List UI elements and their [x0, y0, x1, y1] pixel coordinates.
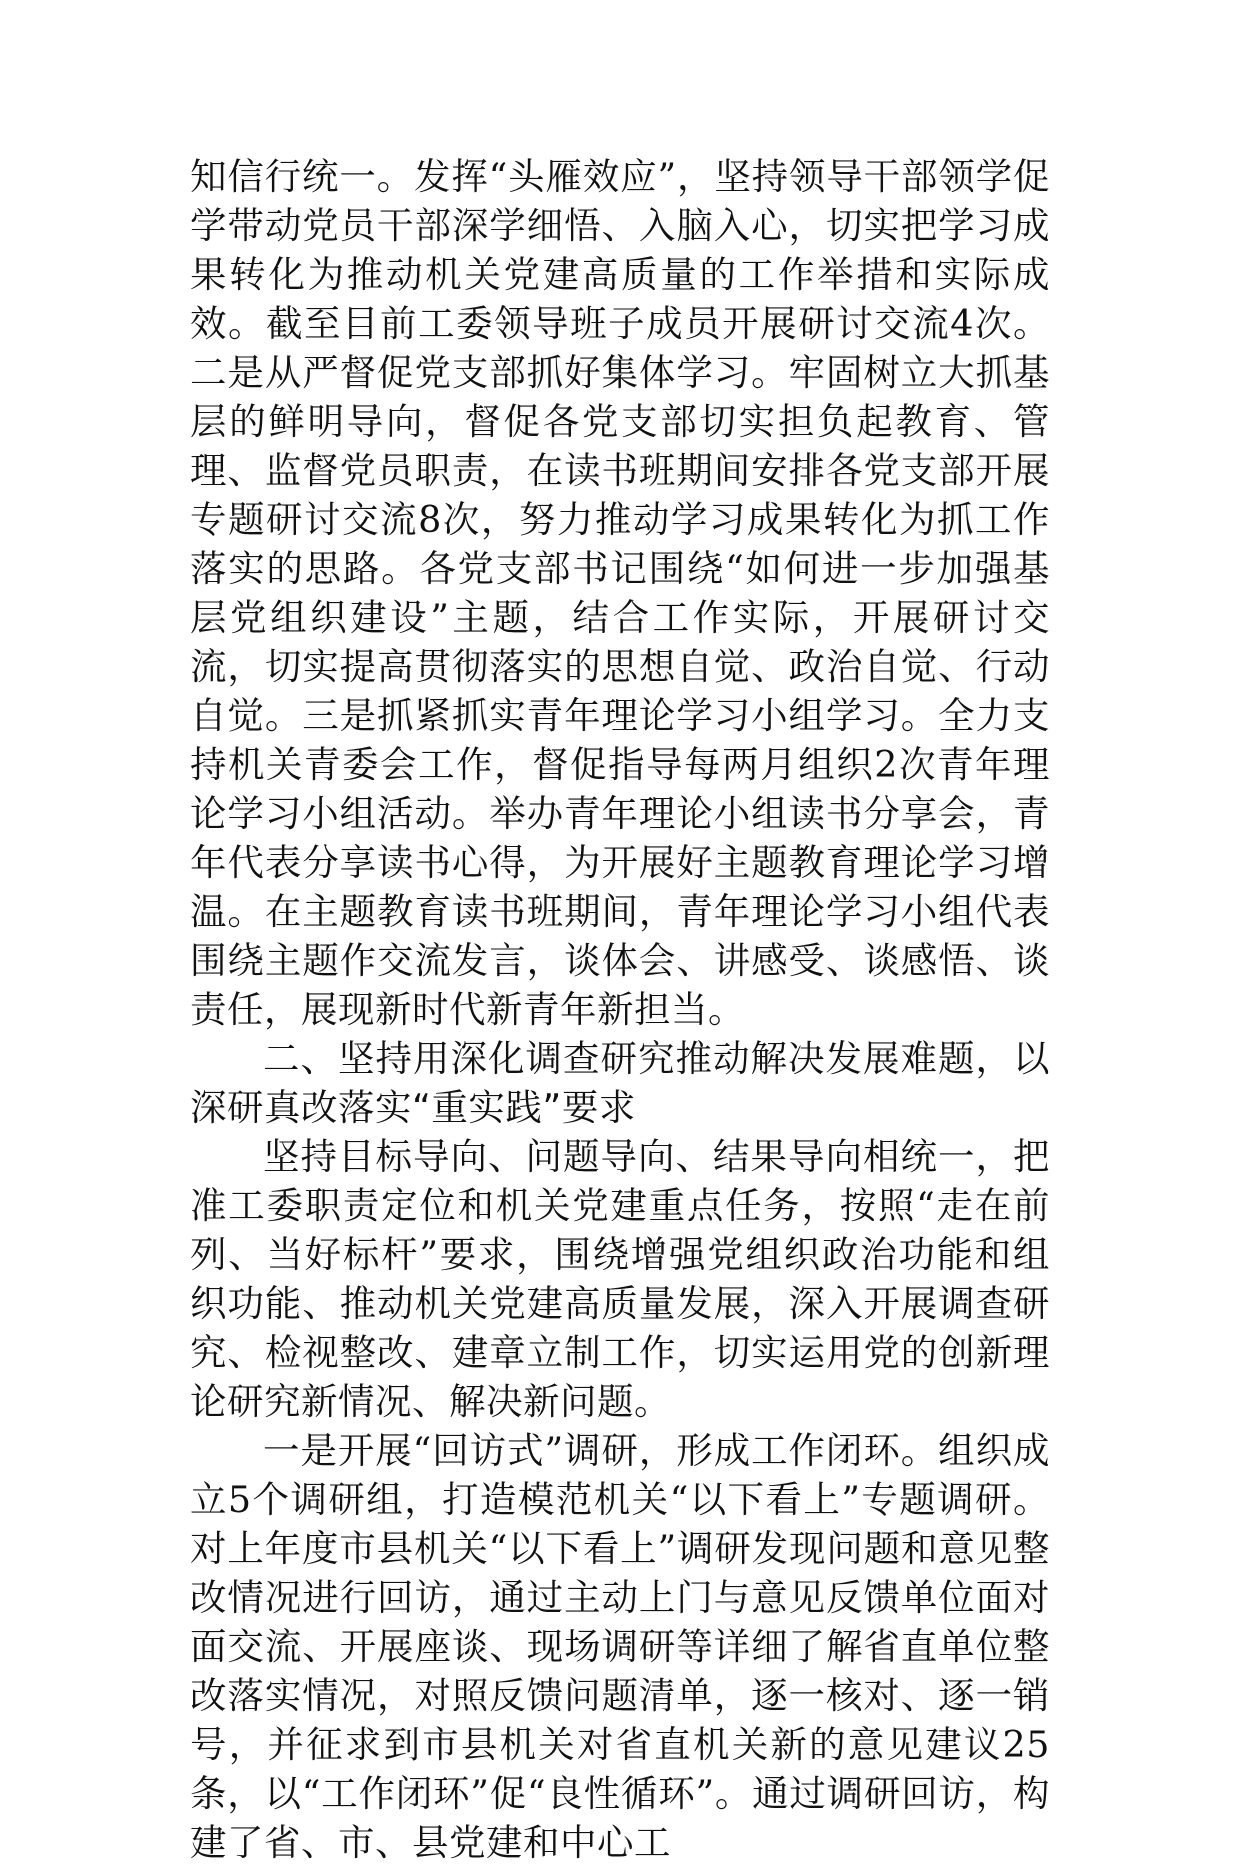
paragraph-study-continuation: 知信行统一。发挥“头雁效应”，坚持领导干部领学促学带动党员干部深学细悟、入脑入心，切实把学习成果转化为推动机关党建高质量的工作举措和实际成效。截至目前工委领导班子成员开展研讨交流4次。二是从严督促党支部抓好集体学习。牢固树立大抓基层的鲜明导向，督促各党支部切实担负起教育、管理、监督党员职责，在读书班期间安排各党支部开展专题研讨交流8次，努力推动学习成果转化为抓工作落实的思路。各党支部书记围绕“如何进一步加强基层党组织建设”主题，结合工作实际，开展研讨交流，切实提高贯彻落实的思想自觉、政治自觉、行动自觉。三是抓紧抓实青年理论学习小组学习。全力支持机关青委会工作，督促指导每两月组织2次青年理论学习小组活动。举办青年理论小组读书分享会，青年代表分享读书心得，为开展好主题教育理论学习增温。在主题教育读书班期间，青年理论学习小组代表围绕主题作交流发言，谈体会、讲感受、谈感悟、谈责任，展现新时代新青年新担当。 — [190, 155, 1050, 1031]
paragraph-revisit-research: 一是开展“回访式”调研，形成工作闭环。组织成立5个调研组，打造模范机关“以下看上”专题调研。对上年度市县机关“以下看上”调研发现问题和意见整改情况进行回访，通过主动上门与意见反馈单位面对面交流、开展座谈、现场调研等详细了解省直单位整改落实情况，对照反馈问题清单，逐一核对、逐一销号，并征求到市县机关对省直机关新的意见建议25条，以“工作闭环”促“良性循环”。通过调研回访，构建了省、市、县党建和中心工 — [190, 1429, 1050, 1864]
document-body — [190, 152, 1050, 1867]
section-heading-two: 二、坚持用深化调查研究推动解决发展难题，以深研真改落实“重实践”要求 — [190, 1037, 1050, 1129]
paragraph-section-intro: 坚持目标导向、问题导向、结果导向相统一，把准工委职责定位和机关党建重点任务，按照“走在前列、当好标杆”要求，围绕增强党组织政治功能和组织功能、推动机关党建高质量发展，深入开展调查研究、检视整改、建章立制工作，切实运用党的创新理论研究新情况、解决新问题。 — [190, 1135, 1050, 1423]
